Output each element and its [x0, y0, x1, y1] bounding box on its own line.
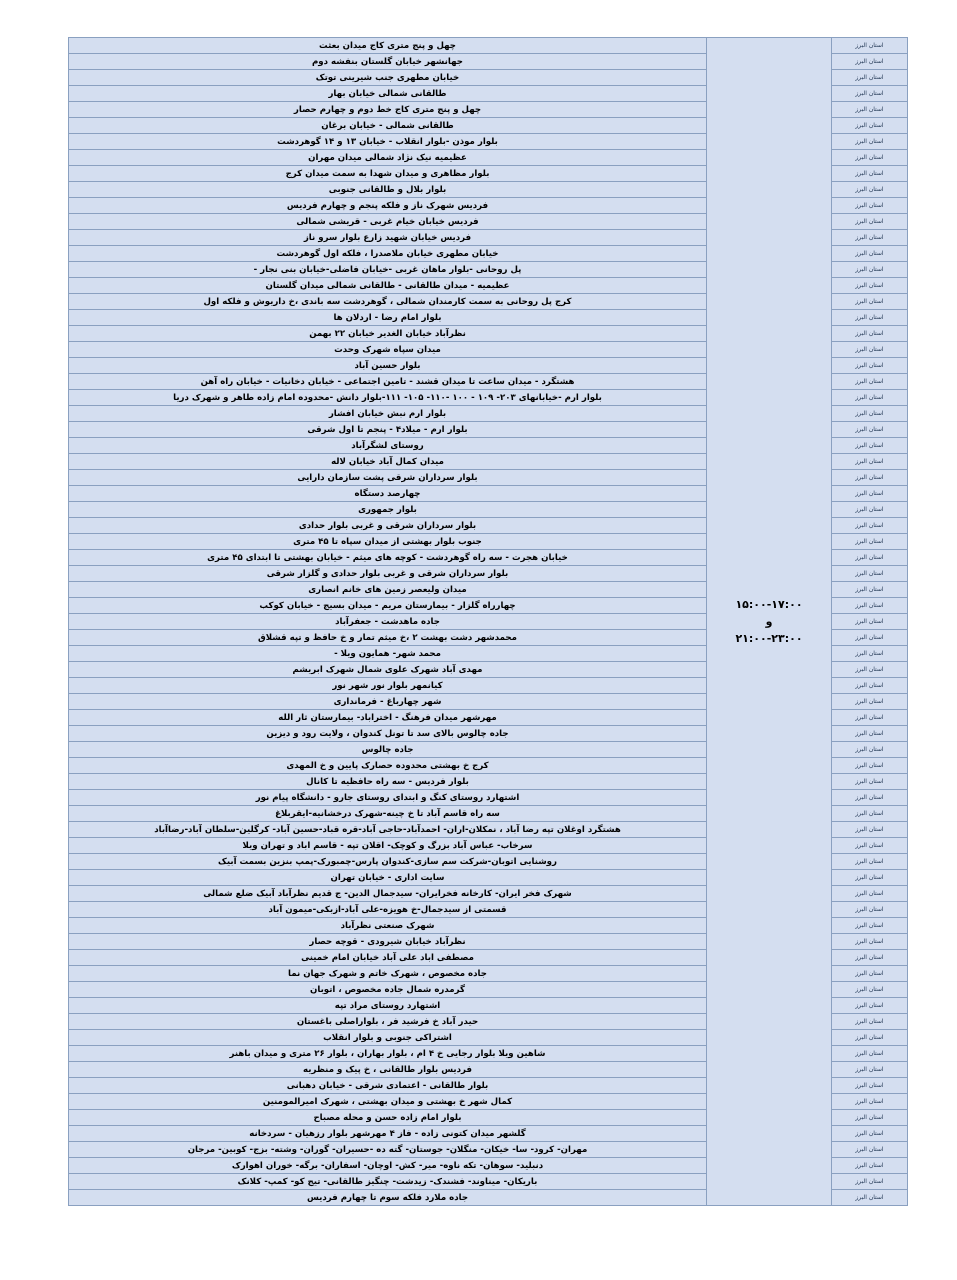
province-cell: استان البرز — [832, 1078, 908, 1094]
area-cell: سه راه قاسم آباد تا خ چینه-شهرک درخشانیه-ایقربلاغ — [69, 806, 707, 822]
area-cell: شاهین ویلا بلوار رجایی خ ۴ ام ، بلوار بهاران ، بلوار ۲۶ متری و میدان باهنر — [69, 1046, 707, 1062]
province-cell: استان البرز — [832, 982, 908, 998]
province-cell: استان البرز — [832, 582, 908, 598]
area-cell: اشتهارد روستای کنگ و ابتدای روستای جارو - دانشگاه پیام نور — [69, 790, 707, 806]
province-cell: استان البرز — [832, 262, 908, 278]
province-cell: استان البرز — [832, 934, 908, 950]
area-cell: بلوار امام زاده حسن و محله مصباح — [69, 1110, 707, 1126]
area-cell: شهرک صنعتی نظرآباد — [69, 918, 707, 934]
area-cell: کیانمهر بلوار نور شهر نور — [69, 678, 707, 694]
province-cell: استان البرز — [832, 742, 908, 758]
area-cell: کمال شهر خ بهشتی و میدان بهشتی ، شهرک امیرالمومنین — [69, 1094, 707, 1110]
province-cell: استان البرز — [832, 694, 908, 710]
area-cell: باریکان- میناوند- فشندک- زیدشت- چنگیز طالقانی- تیج کو- کمپ- کلانک — [69, 1174, 707, 1190]
area-cell: میدان کمال آباد خیابان لاله — [69, 454, 707, 470]
area-cell: کرج پل روحانی به سمت کارمندان شمالی ، گوهردشت سه باندی ،خ داریوش و فلکه اول — [69, 294, 707, 310]
area-cell: میدان ولیعصر زمین های خانم انصاری — [69, 582, 707, 598]
province-cell: استان البرز — [832, 358, 908, 374]
area-cell: بلوار ارم نبش خیابان افشار — [69, 406, 707, 422]
area-cell: هشتگرد اوغلان تپه رضا آباد ، نمکلان-اران- احمدآباد-حاجی آباد-قره قباد-حسین آباد- کرگلین-سلطان آباد-رضاآباد — [69, 822, 707, 838]
area-cell: چهارراه گلزار - بیمارستان مریم - میدان بسیج - خیابان کوکب — [69, 598, 707, 614]
province-cell: استان البرز — [832, 1158, 908, 1174]
area-cell: جاده چالوس — [69, 742, 707, 758]
area-cell: مهرشهر میدان فرهنگ - اختراباد- بیمارستان ثار الله — [69, 710, 707, 726]
province-cell: استان البرز — [832, 118, 908, 134]
province-cell: استان البرز — [832, 966, 908, 982]
area-cell: هشتگرد - میدان ساعت تا میدان قشند - تامین اجتماعی - خیابان دخانیات - خیابان راه آهن — [69, 374, 707, 390]
province-cell: استان البرز — [832, 182, 908, 198]
province-cell: استان البرز — [832, 422, 908, 438]
province-cell: استان البرز — [832, 390, 908, 406]
area-cell: فردیس خیابان شهید زارع بلوار سرو ناز — [69, 230, 707, 246]
area-cell: جاده ملارد فلکه سوم تا چهارم فردیس — [69, 1190, 707, 1206]
province-cell: استان البرز — [832, 502, 908, 518]
province-cell: استان البرز — [832, 134, 908, 150]
province-cell: استان البرز — [832, 1014, 908, 1030]
province-cell: استان البرز — [832, 950, 908, 966]
province-cell: استان البرز — [832, 1126, 908, 1142]
province-cell: استان البرز — [832, 598, 908, 614]
province-cell: استان البرز — [832, 70, 908, 86]
province-cell: استان البرز — [832, 454, 908, 470]
area-cell: بلوار موذن -بلوار انقلاب - خیابان ۱۳ و ۱۴ گوهردشت — [69, 134, 707, 150]
area-cell: خیابان مطهری خیابان ملاصدرا ، فلکه اول گوهردشت — [69, 246, 707, 262]
area-cell: چهل و پنج متری کاج خط دوم و چهارم حصار — [69, 102, 707, 118]
area-cell: مصطفی اباد علی آباد خیابان امام خمینی — [69, 950, 707, 966]
area-cell: خیابان مطهری جنب شیرینی توتک — [69, 70, 707, 86]
province-cell: استان البرز — [832, 566, 908, 582]
time-slot-2: ۲۱:۰۰-۲۳:۰۰ — [735, 632, 803, 645]
area-cell: سایت اداری - خیابان تهران — [69, 870, 707, 886]
province-cell: استان البرز — [832, 374, 908, 390]
province-cell: استان البرز — [832, 646, 908, 662]
area-cell: بلوار امام رضا - اردلان ها — [69, 310, 707, 326]
area-cell: شهرک فخر ایران- کارخانه فخرایران- سیدجمال الدین- ج قدیم نظرآباد آبیک ضلع شمالی — [69, 886, 707, 902]
area-cell: چهل و پنج متری کاج میدان بعثت — [69, 38, 707, 54]
province-cell: استان البرز — [832, 918, 908, 934]
province-cell: استان البرز — [832, 806, 908, 822]
area-cell: بلوار سرداران شرقی و غربی بلوار حدادی و گلزار شرقی — [69, 566, 707, 582]
area-cell: پل روحانی -بلوار ماهان غربی -خیابان فاضلی-خیابان بنی نجار - — [69, 262, 707, 278]
area-cell: بلوار سرداران شرقی و غربی بلوار حدادی — [69, 518, 707, 534]
province-cell: استان البرز — [832, 470, 908, 486]
time-slot-cell — [707, 38, 832, 1206]
province-cell: استان البرز — [832, 342, 908, 358]
area-cell: عظیمیه نیک نژاد شمالی میدان مهران — [69, 150, 707, 166]
area-cell: بلوار طالقانی - اعتمادی شرقی - خیابان دهبانی — [69, 1078, 707, 1094]
province-cell: استان البرز — [832, 1174, 908, 1190]
area-cell: گرمدره شمال جاده مخصوص ، اتوبان — [69, 982, 707, 998]
area-cell: جهانشهر خیابان گلستان بنفشه دوم — [69, 54, 707, 70]
area-cell: جاده مخصوص ، شهرک خاتم و شهرک جهان نما — [69, 966, 707, 982]
area-cell: بلوار مظاهری و میدان شهدا به سمت میدان کرج — [69, 166, 707, 182]
time-slot-1: ۱۵:۰۰-۱۷:۰۰ — [735, 598, 803, 611]
province-cell: استان البرز — [832, 198, 908, 214]
province-cell: استان البرز — [832, 278, 908, 294]
area-cell: حیدر آباد خ فرشید فر ، بلواراصلی باغستان — [69, 1014, 707, 1030]
province-cell: استان البرز — [832, 1094, 908, 1110]
area-cell: بلوار ارم -خیابانهای ۲۰۳- ۱۰۹ - ۱۰۰ -۱۱۰- ۱۰۵- ۱۱۱-بلوار دانش -محدوده امام زاده طاهر و شهرک دریا — [69, 390, 707, 406]
area-cell: جاده ماهدشت - جعفرآباد — [69, 614, 707, 630]
area-cell: جنوب بلوار بهشتی از میدان سپاه تا ۴۵ متری — [69, 534, 707, 550]
province-cell: استان البرز — [832, 406, 908, 422]
outage-schedule-table — [68, 37, 908, 1206]
area-cell: بلوار فردیس - سه راه حافظیه تا کانال — [69, 774, 707, 790]
province-cell: استان البرز — [832, 310, 908, 326]
area-cell: بلوار حسین آباد — [69, 358, 707, 374]
province-cell: استان البرز — [832, 870, 908, 886]
table-body — [69, 38, 908, 1206]
area-cell: چهارصد دستگاه — [69, 486, 707, 502]
province-cell: استان البرز — [832, 614, 908, 630]
area-cell: محمد شهر- همایون ویلا - — [69, 646, 707, 662]
time-connector: و — [765, 615, 773, 628]
province-cell: استان البرز — [832, 1046, 908, 1062]
area-cell: مهدی آباد شهرک علوی شمال شهرک ابریشم — [69, 662, 707, 678]
area-cell: بلوار بلال و طالقانی جنوبی — [69, 182, 707, 198]
area-cell: کرج خ بهشتی محدوده حصارک پایین و خ المهدی — [69, 758, 707, 774]
province-cell: استان البرز — [832, 1110, 908, 1126]
area-cell: اشتهارد روستای مراد تپه — [69, 998, 707, 1014]
area-cell: بلوار سرداران شرقی پشت سازمان دارایی — [69, 470, 707, 486]
area-cell: طالقانی شمالی خیابان بهار — [69, 86, 707, 102]
area-cell: شهر چهارباغ - فرمانداری — [69, 694, 707, 710]
province-cell: استان البرز — [832, 86, 908, 102]
province-cell: استان البرز — [832, 486, 908, 502]
area-cell: عظیمیه - میدان طالقانی - طالقانی شمالی میدان گلستان — [69, 278, 707, 294]
province-cell: استان البرز — [832, 38, 908, 54]
province-cell: استان البرز — [832, 662, 908, 678]
province-cell: استان البرز — [832, 886, 908, 902]
province-cell: استان البرز — [832, 518, 908, 534]
area-cell: سرخاب- عباس آباد بزرگ و کوچک- اقلان تپه - قاسم اباد و تهران ویلا — [69, 838, 707, 854]
province-cell: استان البرز — [832, 774, 908, 790]
area-cell: روستای لشگرآباد — [69, 438, 707, 454]
province-cell: استان البرز — [832, 166, 908, 182]
province-cell: استان البرز — [832, 838, 908, 854]
province-cell: استان البرز — [832, 1062, 908, 1078]
province-cell: استان البرز — [832, 998, 908, 1014]
province-cell: استان البرز — [832, 710, 908, 726]
province-cell: استان البرز — [832, 214, 908, 230]
area-cell: فردیس بلوار طالقانی ، خ پیک و منظریه — [69, 1062, 707, 1078]
province-cell: استان البرز — [832, 550, 908, 566]
area-cell: فردیس خیابان خیام غربی - قریشی شمالی — [69, 214, 707, 230]
province-cell: استان البرز — [832, 534, 908, 550]
area-cell: گلشهر میدان کتونی زاده - فاز ۴ مهرشهر بلوار رزهیان - سردخانه — [69, 1126, 707, 1142]
province-cell: استان البرز — [832, 1190, 908, 1206]
province-cell: استان البرز — [832, 438, 908, 454]
province-cell: استان البرز — [832, 902, 908, 918]
time-slot-text — [707, 596, 831, 647]
area-cell: محمدشهر دشت بهشت ۲ ،خ میثم تمار و خ حافظ و تپه قشلاق — [69, 630, 707, 646]
province-cell: استان البرز — [832, 678, 908, 694]
province-cell: استان البرز — [832, 102, 908, 118]
area-cell: خیابان هجرت - سه راه گوهردشت - کوچه های میثم - خیابان بهشتی تا ابتدای ۴۵ متری — [69, 550, 707, 566]
area-cell: دنبلید- سوهان- تکه ناوه- میر- کش- اوچان- اسفاران- برگه- خوران اهوارک — [69, 1158, 707, 1174]
province-cell: استان البرز — [832, 246, 908, 262]
province-cell: استان البرز — [832, 1030, 908, 1046]
province-cell: استان البرز — [832, 150, 908, 166]
area-cell: نظرآباد خیابان الغدیر خیابان ۲۲ بهمن — [69, 326, 707, 342]
area-cell: بلوار جمهوری — [69, 502, 707, 518]
area-cell: قسمتی از سیدجمال-خ هویزه-علی آباد-ازبکی-میمون آباد — [69, 902, 707, 918]
area-cell: میدان سپاه شهرک وحدت — [69, 342, 707, 358]
province-cell: استان البرز — [832, 326, 908, 342]
province-cell: استان البرز — [832, 822, 908, 838]
table-row — [69, 38, 908, 54]
province-cell: استان البرز — [832, 1142, 908, 1158]
area-cell: نظرآباد خیابان شیرودی - قوچه حصار — [69, 934, 707, 950]
area-cell: فردیس شهرک ناز و فلکه پنجم و چهارم فردیس — [69, 198, 707, 214]
province-cell: استان البرز — [832, 294, 908, 310]
area-cell: روشنایی اتوبان-شرکت سم سازی-کندوان پارس-چمبورک-پمپ بنزین بسمت آبیک — [69, 854, 707, 870]
area-cell: مهران- کرود- سا- خیکان- منگلان- جوستان- گته ده -حسیران- گوران- وشته- بزج- کوبین- مرجان — [69, 1142, 707, 1158]
province-cell: استان البرز — [832, 758, 908, 774]
area-cell: اشتراکی جنوبی و بلوار انقلاب — [69, 1030, 707, 1046]
area-cell: طالقانی شمالی - خیابان برغان — [69, 118, 707, 134]
area-cell: جاده چالوس بالای سد تا تونل کندوان ، ولایت رود و دیزین — [69, 726, 707, 742]
province-cell: استان البرز — [832, 230, 908, 246]
province-cell: استان البرز — [832, 726, 908, 742]
province-cell: استان البرز — [832, 630, 908, 646]
province-cell: استان البرز — [832, 790, 908, 806]
province-cell: استان البرز — [832, 54, 908, 70]
province-cell: استان البرز — [832, 854, 908, 870]
area-cell: بلوار ارم - میلاد۴ - پنجم تا اول شرقی — [69, 422, 707, 438]
